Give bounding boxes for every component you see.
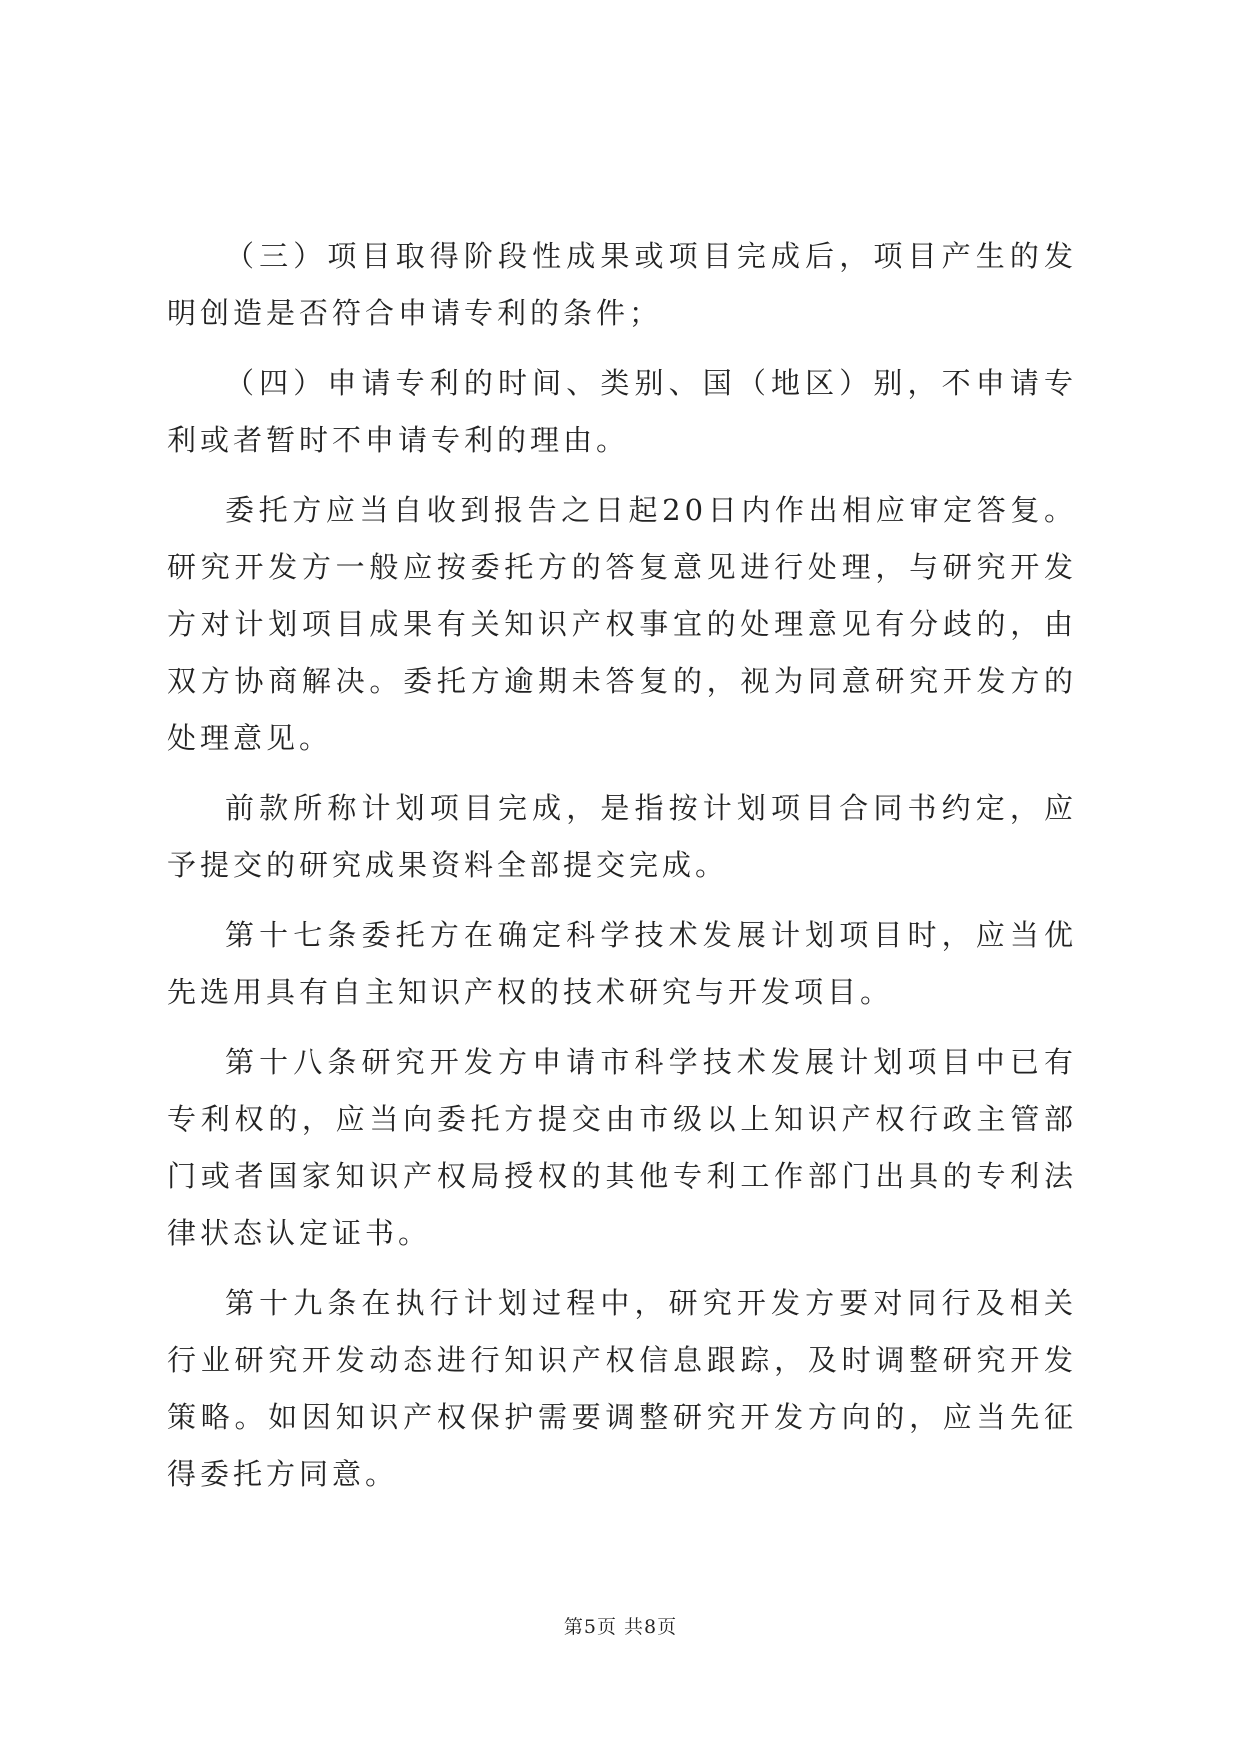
paragraph-reply-deadline: 委托方应当自收到报告之日起20日内作出相应审定答复。研究开发方一般应按委托方的答复意见进行处理，与研究开发方对计划项目成果有关知识产权事宜的处理意见有分歧的，由双方协商解决。委托方逾期未答复的，视为同意研究开发方的处理意见。 [167,493,1077,755]
paragraph-article-18: 第十八条研究开发方申请市科学技术发展计划项目中已有专利权的，应当向委托方提交由市级以上知识产权行政主管部门或者国家知识产权局授权的其他专利工作部门出具的专利法律状态认定证书。 [167,1045,1077,1250]
paragraph-article-17: 第十七条委托方在确定科学技术发展计划项目时，应当优先选用具有自主知识产权的技术研究与开发项目。 [167,918,1077,1009]
document-body [167,228,1077,1516]
paragraph-item-3: （三）项目取得阶段性成果或项目完成后，项目产生的发明创造是否符合申请专利的条件； [167,239,1077,330]
page-number-footer: 第5页 共8页 [563,1616,678,1638]
paragraph-completion-definition: 前款所称计划项目完成，是指按计划项目合同书约定，应予提交的研究成果资料全部提交完成。 [167,791,1077,882]
paragraph-item-4: （四）申请专利的时间、类别、国（地区）别，不申请专利或者暂时不申请专利的理由。 [167,366,1077,457]
paragraph-article-19: 第十九条在执行计划过程中，研究开发方要对同行及相关行业研究开发动态进行知识产权信息跟踪，及时调整研究开发策略。如因知识产权保护需要调整研究开发方向的，应当先征得委托方同意。 [167,1286,1077,1491]
